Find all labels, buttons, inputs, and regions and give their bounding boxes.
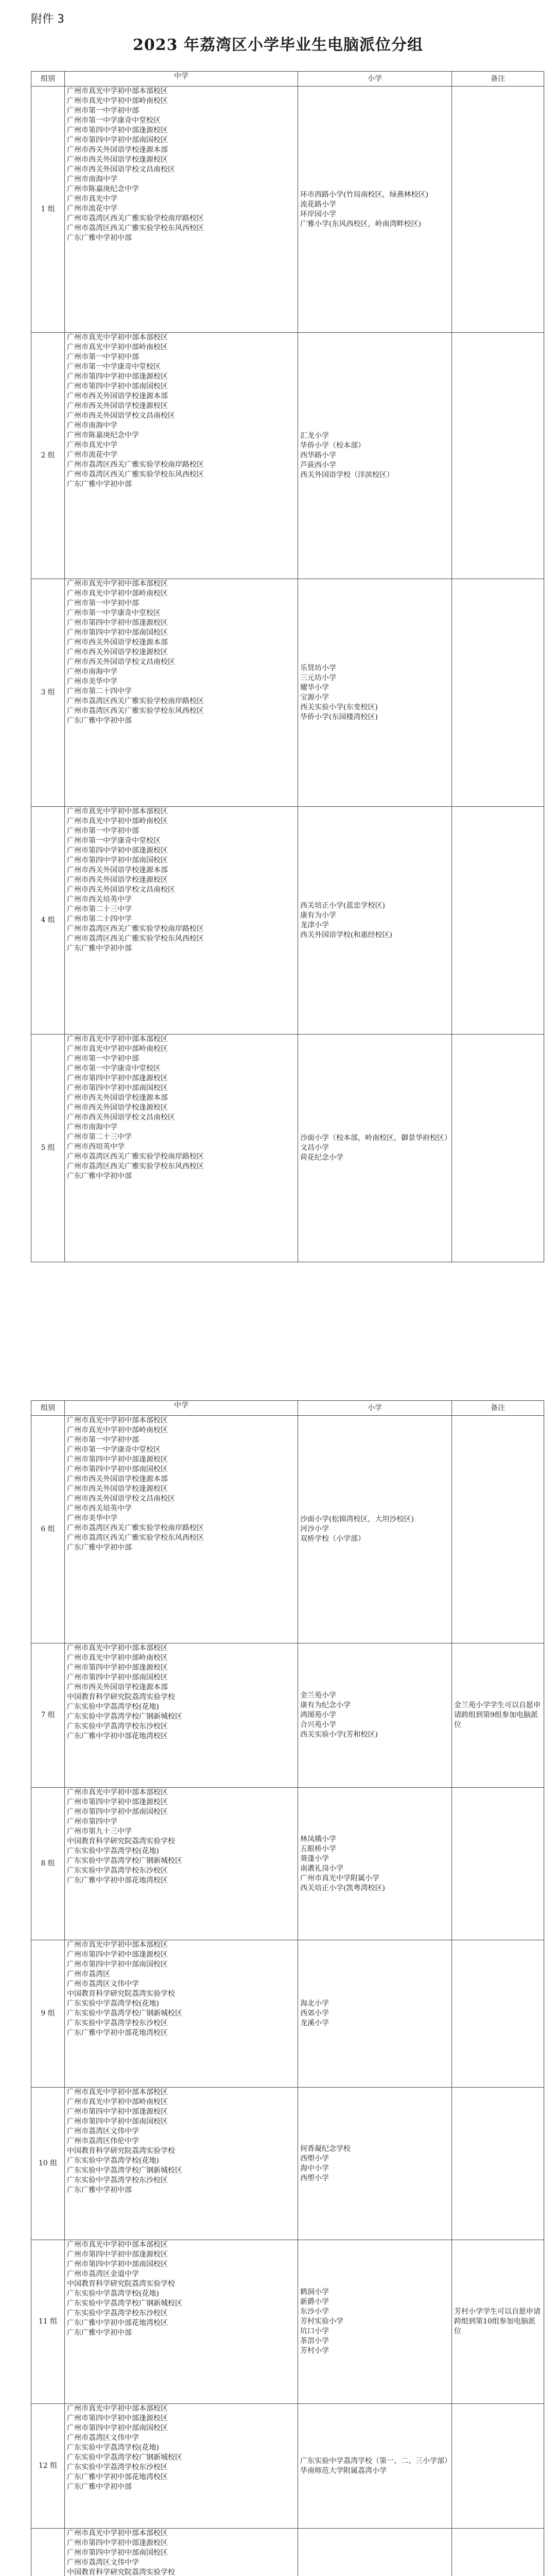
middle-school-item: 广州市第一中学康奇中堂校区	[67, 363, 161, 371]
primary-school-item: 广州市真光中学附属小学	[300, 1874, 379, 1883]
group-label: 10 组	[31, 2088, 65, 2240]
middle-school-item: 广州市西关外国语学校逢源校区	[67, 876, 168, 884]
middle-school-item: 广东广雅中学初中部	[67, 2329, 132, 2337]
middle-school-item: 广州市第二十四中学	[67, 687, 132, 696]
middle-school-item: 广州市西关外国语学校文昌南校区	[67, 1495, 175, 1503]
middle-school-item: 广州市荔湾区西关广雅实验学校东风西校区	[67, 1162, 204, 1171]
middle-school-item: 广州市真光中学	[67, 195, 117, 203]
table-row	[31, 1940, 544, 2088]
middle-school-item: 广州市第二十四中学	[67, 915, 132, 923]
middle-school-item: 广州市真光中学初中部岭南校区	[67, 1045, 168, 1053]
primary-school-item: 康有为纪念小学	[300, 1701, 351, 1709]
middle-school-item: 广州市美华中学	[67, 1514, 117, 1522]
middle-school-item: 广东实验中学荔湾学校广钢新城校区	[67, 1713, 182, 1721]
middle-school-item: 广州市西关外国语学校文昌南校区	[67, 658, 175, 666]
middle-school-list	[65, 1940, 298, 2088]
middle-school-item: 广州市第四中学初中部南国校区	[67, 136, 168, 144]
group-label: 9 组	[31, 1940, 65, 2088]
middle-school-item: 广州市真光中学初中部本部校区	[67, 2404, 168, 2413]
table-row	[31, 579, 544, 807]
middle-school-item: 广州市荔湾区西关广雅实验学校南岸路校区	[67, 925, 204, 933]
middle-school-item: 广州市第四中学初中部南国校区	[67, 856, 168, 865]
middle-school-item: 广州市第四中学	[67, 1818, 117, 1826]
middle-school-item: 广州市真光中学初中部岭南校区	[67, 343, 168, 351]
middle-school-item: 广州市真光中学初中部本部校区	[67, 333, 168, 342]
middle-school-item: 广州市第一中学康奇中堂校区	[67, 1064, 161, 1073]
table-row	[31, 2088, 544, 2240]
note-cell	[452, 1035, 544, 1262]
middle-school-item: 广东实验中学荔湾学校广钢新城校区	[67, 2009, 182, 2018]
middle-school-item: 广州市第四中学初中部逢源校区	[67, 2250, 168, 2259]
middle-school-item: 广州市荔湾区	[67, 1970, 110, 1978]
middle-school-item: 广州市南海中学	[67, 1123, 117, 1131]
primary-school-item: 环市西路小学(竹局南校区，绿燕林校区)	[300, 190, 428, 199]
middle-school-item: 广州市荔湾区西关广雅实验学校南岸路校区	[67, 1153, 204, 1161]
primary-school-list	[298, 1788, 452, 1940]
middle-school-item: 广州市西关外国语学校文昌南校区	[67, 1113, 175, 1122]
primary-school-item: 芳村实验小学	[300, 2317, 343, 2326]
middle-school-item: 广州市第四中学初中部逢源校区	[67, 1074, 168, 1082]
middle-school-list	[65, 333, 298, 579]
table-row	[31, 2404, 544, 2529]
middle-school-item: 广东实验中学荔湾学校(花地)	[67, 2157, 159, 2165]
middle-school-item: 广州市真光中学初中部本部校区	[67, 2241, 168, 2249]
middle-school-item: 广州市真光中学初中部本部校区	[67, 1788, 168, 1797]
middle-school-item: 广东实验中学荔湾学校(花地)	[67, 2444, 159, 2452]
middle-school-item: 广州市西关外国语学校逢源校区	[67, 1104, 168, 1112]
note-cell	[452, 333, 544, 579]
primary-school-item: 西塱小学	[300, 2174, 329, 2182]
primary-school-item: 海北小学	[300, 1999, 329, 2008]
primary-school-list	[298, 2088, 452, 2240]
middle-school-item: 广东实验中学荔湾学校东沙校区	[67, 2019, 168, 2027]
middle-school-item: 广州市南海中学	[67, 668, 117, 676]
middle-school-item: 广东实验中学荔湾学校(花地)	[67, 1999, 159, 2008]
middle-school-list	[65, 2404, 298, 2529]
table-row	[31, 87, 544, 333]
middle-school-item: 广州市第四中学初中部逢源校区	[67, 2108, 168, 2116]
primary-school-item: 西华路小学	[300, 451, 336, 460]
group-label: 5 组	[31, 1035, 65, 1262]
middle-school-item: 广州市真光中学初中部岭南校区	[67, 97, 168, 105]
middle-school-item: 广东广雅中学初中部花地湾校区	[67, 2319, 168, 2327]
note-text: 金兰苑小学学生可以自愿申请跨组到第9组参加电脑派位	[454, 1701, 541, 1729]
table-row	[31, 1788, 544, 1940]
middle-school-item: 广州市第一中学康奇中堂校区	[67, 609, 161, 617]
primary-school-list	[298, 333, 452, 579]
middle-school-item: 中国教育科学研究院荔湾实验学校	[67, 1693, 175, 1701]
middle-school-item: 广东广雅中学初中部	[67, 717, 132, 725]
middle-school-item: 广州市第四中学初中部南国校区	[67, 629, 168, 637]
document-title: 2023 年荔湾区小学毕业生电脑派位分组	[133, 36, 423, 54]
middle-school-item: 广州市荔湾区文伟中学	[67, 2558, 139, 2567]
middle-school-item: 广东广雅中学初中部	[67, 2483, 132, 2491]
middle-school-item: 广州市真光中学初中部本部校区	[67, 87, 168, 95]
middle-school-item: 广州市陈嘉庚纪念中学	[67, 431, 139, 439]
middle-school-item: 广州市第四中学初中部南国校区	[67, 2549, 168, 2557]
group-label: 1 组	[31, 87, 65, 333]
middle-school-item: 广州市真光中学初中部岭南校区	[67, 1426, 168, 1434]
middle-school-list	[65, 1416, 298, 1643]
middle-school-item: 广州市西关外国语学校文昌南校区	[67, 886, 175, 894]
middle-school-item: 广州市第一中学康奇中堂校区	[67, 1446, 161, 1454]
primary-school-item: 广雅小学(东风西校区，岭南湾畔校区)	[300, 219, 421, 228]
middle-school-item: 广州市第四中学初中部逢源校区	[67, 2539, 168, 2547]
header-middle-school: 中学	[65, 1401, 298, 1416]
middle-school-item: 广州市荔湾区西关广雅实验学校南岸路校区	[67, 1524, 204, 1532]
header-middle-school: 中学	[65, 72, 298, 87]
primary-school-item: 芦荻西小学	[300, 461, 336, 469]
middle-school-item: 广州市西培英中学	[67, 1143, 125, 1151]
primary-school-item: 西关培正小学(蓝忠学校区)	[300, 901, 385, 910]
note-cell	[452, 579, 544, 807]
header-note: 备注	[452, 72, 544, 87]
primary-school-item: 鸿图苑小学	[300, 1711, 336, 1719]
primary-school-item: 耀华小学	[300, 683, 329, 692]
primary-school-list	[298, 1035, 452, 1262]
primary-school-item: 文昌小学	[300, 1144, 329, 1152]
middle-school-item: 广州市真光中学初中部岭南校区	[67, 817, 168, 825]
middle-school-item: 广州市第四中学初中部逢源校区	[67, 2414, 168, 2422]
primary-school-list	[298, 1416, 452, 1643]
middle-school-list	[65, 1643, 298, 1788]
middle-school-item: 广州市西关外国语学校逢源本部	[67, 1683, 168, 1691]
table-row	[31, 1035, 544, 1262]
middle-school-item: 广州市荔湾区西关广雅实验学校南岸路校区	[67, 697, 204, 705]
middle-school-item: 广州市荔湾区西关广雅实验学校南岸路校区	[67, 214, 204, 223]
header-note: 备注	[452, 1401, 544, 1416]
header-group: 组别	[31, 72, 65, 87]
middle-school-item: 广东实验中学荔湾学校广钢新城校区	[67, 2453, 182, 2462]
middle-school-item: 广东广雅中学初中部花地湾校区	[67, 1732, 168, 1740]
middle-school-item: 广州市荔湾区西关广雅实验学校东风西校区	[67, 707, 204, 715]
primary-school-item: 沙面小学(松锦湾校区，大坦沙校区)	[300, 1515, 414, 1523]
table-row	[31, 1416, 544, 1643]
note-cell	[452, 807, 544, 1035]
group-label: 2 组	[31, 333, 65, 579]
middle-school-item: 广州市第一中学初中部	[67, 353, 139, 361]
middle-school-item: 广州市荔湾区文伟中学	[67, 2127, 139, 2136]
header-group: 组别	[31, 1401, 65, 1416]
allocation-table-part-2	[31, 1400, 544, 2576]
middle-school-item: 广州市西关外国语学校逢源本部	[67, 638, 168, 647]
primary-school-item: 乐贤坊小学	[300, 664, 336, 672]
middle-school-item: 广州市真光中学初中部本部校区	[67, 2529, 168, 2537]
middle-school-item: 广州市荔湾区文伟中学	[67, 2434, 139, 2442]
middle-school-item: 广州市第四中学初中部南国校区	[67, 1808, 168, 1816]
primary-school-item: 华侨小学（校本部）	[300, 442, 365, 450]
primary-school-item: 西塱小学	[300, 2154, 329, 2163]
middle-school-item: 广州市第四中学初中部逢源校区	[67, 1664, 168, 1672]
middle-school-item: 广东广雅中学初中部	[67, 234, 132, 242]
middle-school-item: 广东实验中学荔湾学校(花地)	[67, 1703, 159, 1711]
middle-school-item: 广州市第四中学初中部南国校区	[67, 1673, 168, 1682]
primary-school-item: 龙津小学	[300, 921, 329, 929]
middle-school-item: 广东广雅中学初中部	[67, 1172, 132, 1180]
middle-school-item: 广州市西关外国语学校逢源本部	[67, 146, 168, 154]
primary-school-item: 西关实验小学(东变校区)	[300, 703, 378, 711]
middle-school-item: 广州市第四中学初中部逢源校区	[67, 1951, 168, 1959]
middle-school-item: 广州市西关外国语学校逢源本部	[67, 392, 168, 400]
primary-school-item: 林凤娥小学	[300, 1835, 336, 1843]
primary-school-list	[298, 579, 452, 807]
primary-school-item: 河沙小学	[300, 1525, 329, 1533]
primary-school-item: 海中小学	[300, 2164, 329, 2173]
middle-school-item: 广东广雅中学初中部花地湾校区	[67, 1876, 168, 1885]
middle-school-item: 广州市西关外国语学校逢源校区	[67, 156, 168, 164]
middle-school-item: 广州市第四中学初中部南国校区	[67, 2117, 168, 2126]
primary-school-list	[298, 1643, 452, 1788]
middle-school-item: 广州市西关外国语学校文昌南校区	[67, 412, 175, 420]
middle-school-item: 广州市流花中学	[67, 205, 117, 213]
middle-school-item: 中国教育科学研究院荔湾实验学校	[67, 2147, 175, 2155]
primary-school-item: 葵蓬小学	[300, 1854, 329, 1863]
table-header-row	[31, 1401, 544, 1416]
middle-school-item: 广东广雅中学初中部花地湾校区	[67, 2029, 168, 2037]
primary-school-item: 南漖礼岗小学	[300, 1864, 343, 1873]
note-cell	[452, 1416, 544, 1643]
middle-school-list	[65, 579, 298, 807]
middle-school-item: 广州市第四中学初中部逢源校区	[67, 1798, 168, 1806]
middle-school-list	[65, 87, 298, 333]
middle-school-item: 广州市真光中学	[67, 441, 117, 449]
middle-school-item: 中国教育科学研究院荔湾实验学校	[67, 2280, 175, 2288]
middle-school-item: 广州市南海中学	[67, 421, 117, 430]
note-cell	[452, 1940, 544, 2088]
group-label: 3 组	[31, 579, 65, 807]
middle-school-item: 广州市西关培英中学	[67, 895, 132, 904]
primary-school-item: 沙面小学（校本部，岭南校区，御景华府校区）	[300, 1134, 451, 1142]
middle-school-item: 广东广雅中学初中部	[67, 944, 132, 953]
middle-school-item: 广东实验中学荔湾学校东沙校区	[67, 1867, 168, 1875]
note-cell	[452, 2404, 544, 2529]
middle-school-item: 广州市第四中学初中部南国校区	[67, 2424, 168, 2432]
middle-school-item: 广州市第四中学初中部逢源校区	[67, 846, 168, 855]
middle-school-item: 广州市真光中学初中部本部校区	[67, 2088, 168, 2096]
middle-school-item: 广州市第四中学初中部南国校区	[67, 2260, 168, 2268]
primary-school-item: 西关外国语学校(和惠经校区)	[300, 930, 392, 939]
primary-school-item: 汇龙小学	[300, 432, 329, 440]
primary-school-item: 华侨小学(东园楼湾校区)	[300, 713, 378, 721]
middle-school-item: 广州市第一中学康奇中堂校区	[67, 116, 161, 125]
table-row	[31, 2529, 544, 2576]
middle-school-item: 广州市真光中学初中部岭南校区	[67, 2098, 168, 2106]
primary-school-item: 双桥学校（小学部）	[300, 1535, 365, 1543]
group-label: 12 组	[31, 2404, 65, 2529]
middle-school-item: 中国教育科学研究院荔湾实验学校	[67, 1990, 175, 1998]
primary-school-item: 华南师范大学附属荔湾小学	[300, 2466, 387, 2475]
middle-school-list	[65, 1788, 298, 1940]
middle-school-item: 广东实验中学荔湾学校东沙校区	[67, 2463, 168, 2471]
middle-school-item: 广东实验中学荔湾学校广钢新城校区	[67, 2299, 182, 2308]
header-primary-school: 小学	[298, 72, 452, 87]
middle-school-list	[65, 2240, 298, 2404]
middle-school-item: 广州市第四中学初中部南国校区	[67, 1465, 168, 1473]
middle-school-list	[65, 1035, 298, 1262]
note-cell	[452, 2088, 544, 2240]
middle-school-item: 广州市真光中学初中部岭南校区	[67, 589, 168, 598]
middle-school-item: 广州市荔湾区伟伦中学	[67, 2137, 139, 2145]
primary-school-item: 合兴苑小学	[300, 1721, 336, 1729]
primary-school-item: 鹤洞小学	[300, 2288, 329, 2296]
middle-school-item: 广州市西关外国语学校逢源校区	[67, 402, 168, 410]
group-label: 6 组	[31, 1416, 65, 1643]
note-cell	[452, 2240, 544, 2404]
middle-school-item: 广州市荔湾区西关广雅实验学校东风西校区	[67, 224, 204, 232]
middle-school-item: 广州市第一中学康奇中堂校区	[67, 837, 161, 845]
primary-school-item: 东沙小学	[300, 2308, 329, 2316]
middle-school-item: 广州市陈嘉庚纪念中学	[67, 185, 139, 193]
primary-school-item: 坑口小学	[300, 2327, 329, 2335]
middle-school-item: 广州市荔湾区文伟中学	[67, 1980, 139, 1988]
allocation-table-part-1	[31, 71, 544, 1262]
middle-school-item: 广州市西关培英中学	[67, 1504, 132, 1513]
table-header-row	[31, 72, 544, 87]
middle-school-item: 广州市第二十三中学	[67, 905, 132, 913]
header-primary-school: 小学	[298, 1401, 452, 1416]
primary-school-item: 康有为小学	[300, 911, 336, 920]
middle-school-item: 广州市美华中学	[67, 677, 117, 686]
middle-school-item: 中国教育科学研究院荔湾实验学校	[67, 1837, 175, 1845]
middle-school-item: 广州市荔湾区金道中学	[67, 2270, 139, 2278]
middle-school-item: 广州市第四中学初中部逢源校区	[67, 126, 168, 134]
middle-school-item: 广东广雅中学初中部花地湾校区	[67, 2473, 168, 2481]
middle-school-item: 广州市真光中学初中部岭南校区	[67, 1654, 168, 1662]
note-cell	[452, 1643, 544, 1788]
annex-label: 附件 3	[31, 13, 64, 26]
middle-school-item: 广州市第四中学初中部南国校区	[67, 382, 168, 391]
primary-school-item: 三元坊小学	[300, 673, 336, 682]
primary-school-item: 环岸园小学	[300, 210, 336, 218]
group-label: 11 组	[31, 2240, 65, 2404]
primary-school-list	[298, 2240, 452, 2404]
middle-school-item: 广东广雅中学初中部	[67, 2186, 132, 2194]
note-cell	[452, 2529, 544, 2576]
primary-school-item: 广东实验中学荔湾学校（第一、二、三小学部）	[300, 2456, 451, 2465]
middle-school-item: 广州市第二十三中学	[67, 1133, 132, 1141]
middle-school-list	[65, 2529, 298, 2576]
group-label	[31, 2529, 65, 2576]
middle-school-list	[65, 807, 298, 1035]
middle-school-item: 广东广雅中学初中部	[67, 480, 132, 488]
primary-school-item: 西郊小学	[300, 2009, 329, 2018]
table-row	[31, 333, 544, 579]
primary-school-item: 荷花纪念小学	[300, 1154, 343, 1162]
middle-school-item: 广东实验中学荔湾学校东沙校区	[67, 2176, 168, 2184]
primary-school-item: 龙溪小学	[300, 2019, 329, 2027]
middle-school-item: 广州市第一中学初中部	[67, 1055, 139, 1063]
table-row	[31, 807, 544, 1035]
table-row	[31, 2240, 544, 2404]
middle-school-item: 广州市西关外国语学校逢源校区	[67, 1485, 168, 1493]
middle-school-item: 广州市西关外国语学校逢源校区	[67, 648, 168, 656]
middle-school-item: 广州市第四中学初中部逢源校区	[67, 619, 168, 627]
middle-school-item: 广东实验中学荔湾学校广钢新城校区	[67, 2166, 182, 2175]
middle-school-item: 广州市荔湾区西关广雅实验学校东风西校区	[67, 470, 204, 479]
middle-school-item: 广州市流花中学	[67, 451, 117, 459]
primary-school-list	[298, 807, 452, 1035]
note-text: 芳村小学学生可以自愿申请跨组到第10组参加电脑派位	[454, 2308, 541, 2335]
primary-school-item: 五眼桥小学	[300, 1844, 336, 1853]
middle-school-item: 广州市荔湾区西关广雅实验学校南岸路校区	[67, 461, 204, 469]
middle-school-item: 广州市真光中学初中部本部校区	[67, 1644, 168, 1652]
note-cell	[452, 87, 544, 333]
middle-school-item: 广州市第一中学初中部	[67, 107, 139, 115]
middle-school-item: 广东实验中学荔湾学校广钢新城校区	[67, 1857, 182, 1865]
middle-school-item: 广州市第九十三中学	[67, 1827, 132, 1836]
primary-school-item: 茶滘小学	[300, 2337, 329, 2345]
primary-school-item: 西关培正小学(凯粤湾校区)	[300, 1884, 385, 1892]
primary-school-item: 芳村小学	[300, 2347, 329, 2355]
table-row	[31, 1643, 544, 1788]
middle-school-item: 广州市第一中学初中部	[67, 827, 139, 835]
middle-school-item: 广东实验中学荔湾学校(花地)	[67, 2290, 159, 2298]
primary-school-item: 何香凝纪念学校	[300, 2144, 351, 2153]
primary-school-list	[298, 1940, 452, 2088]
middle-school-item: 广东实验中学荔湾学校东沙校区	[67, 2309, 168, 2317]
primary-school-list	[298, 2529, 452, 2576]
group-label: 7 组	[31, 1643, 65, 1788]
middle-school-item: 中国教育科学研究院荔湾实验学校	[67, 2568, 175, 2576]
middle-school-list	[65, 2088, 298, 2240]
middle-school-item: 广州市西关外国语学校逢源本部	[67, 1475, 168, 1483]
primary-school-item: 西关实验小学(芳和校区)	[300, 1731, 378, 1739]
middle-school-item: 广州市荔湾区西关广雅实验学校东风西校区	[67, 1534, 204, 1542]
middle-school-item: 广州市真光中学初中部本部校区	[67, 580, 168, 588]
middle-school-item: 广州市真光中学初中部本部校区	[67, 807, 168, 816]
middle-school-item: 广州市西关外国语学校文昌南校区	[67, 165, 175, 174]
middle-school-item: 广州市第一中学初中部	[67, 1436, 139, 1444]
primary-school-item: 流花路小学	[300, 200, 336, 209]
middle-school-item: 广东广雅中学初中部	[67, 1544, 132, 1552]
middle-school-item: 广州市西关外国语学校逢源本部	[67, 1094, 168, 1102]
primary-school-item: 西关外国语学校（洋滨校区）	[300, 471, 394, 479]
primary-school-list	[298, 2404, 452, 2529]
primary-school-item: 金兰苑小学	[300, 1691, 336, 1700]
primary-school-item: 宝源小学	[300, 693, 329, 702]
middle-school-item: 广州市第四中学初中部南国校区	[67, 1084, 168, 1092]
middle-school-item: 广州市真光中学初中部本部校区	[67, 1941, 168, 1949]
group-label: 4 组	[31, 807, 65, 1035]
middle-school-item: 广东实验中学荔湾学校东沙校区	[67, 1722, 168, 1731]
primary-school-item: 新爵小学	[300, 2298, 329, 2306]
note-cell	[452, 1788, 544, 1940]
primary-school-list	[298, 87, 452, 333]
middle-school-item: 广州市第四中学初中部逢源校区	[67, 372, 168, 381]
middle-school-item: 广州市南海中学	[67, 175, 117, 183]
middle-school-item: 广州市荔湾区西关广雅实验学校东风西校区	[67, 935, 204, 943]
middle-school-item: 广州市第四中学初中部南国校区	[67, 1960, 168, 1969]
middle-school-item: 广州市第四中学初中部逢源校区	[67, 1455, 168, 1464]
middle-school-item: 广州市第一中学初中部	[67, 599, 139, 607]
middle-school-item: 广州市真光中学初中部本部校区	[67, 1416, 168, 1425]
middle-school-item: 广州市真光中学初中部本部校区	[67, 1035, 168, 1043]
group-label: 8 组	[31, 1788, 65, 1940]
middle-school-item: 广州市西关外国语学校逢源本部	[67, 866, 168, 874]
middle-school-item: 广东实验中学荔湾学校(花地)	[67, 1847, 159, 1855]
